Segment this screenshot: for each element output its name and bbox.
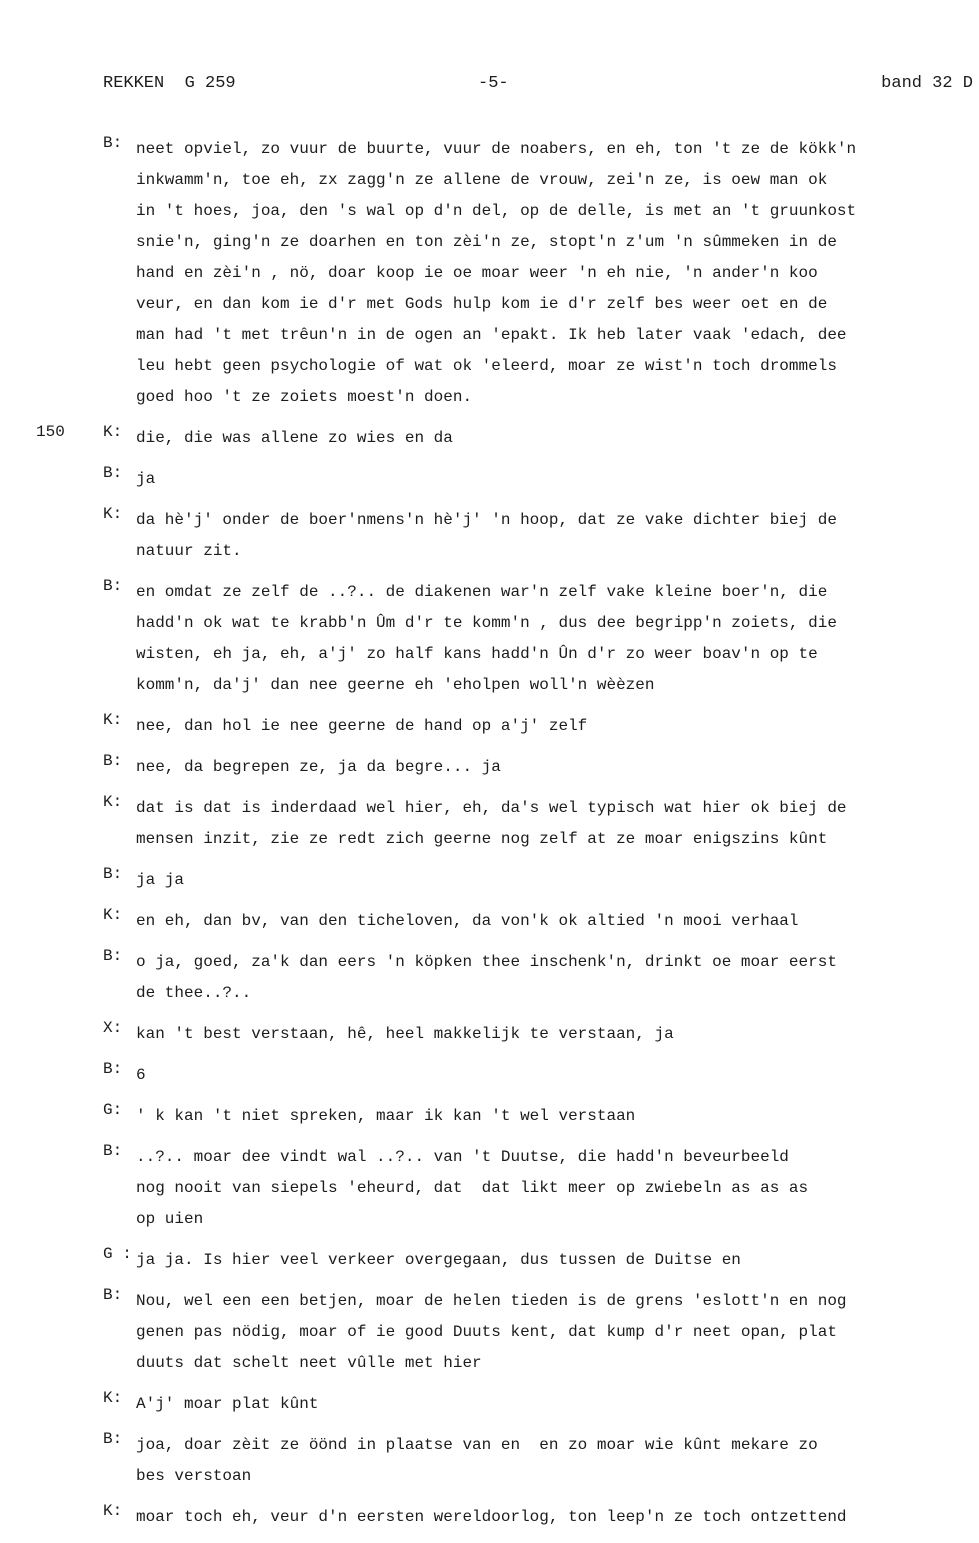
dialogue-turn: [0, 577, 979, 701]
transcript-line: leu hebt geen psychologie of wat ok 'eleerd, moar ze wist'n toch drommels: [136, 357, 837, 375]
speaker-label: B:: [103, 577, 123, 595]
speaker-label: K:: [103, 711, 123, 729]
transcript-line: genen pas nödig, moar of ie good Duuts kent, dat kump d'r neet opan, plat: [136, 1323, 837, 1341]
dialogue-turn: [0, 906, 979, 937]
transcript-line: joa, doar zèit ze öönd in plaatse van en en zo moar wie kûnt mekare zo: [136, 1436, 818, 1454]
transcript-line: o ja, goed, za'k dan eers 'n köpken thee inschenk'n, drinkt oe moar eerst: [136, 953, 837, 971]
dialogue-turn: [0, 1502, 979, 1533]
speaker-label: B:: [103, 1286, 123, 1304]
transcript-line: neet opviel, zo vuur de buurte, vuur de noabers, en eh, ton 't ze de kökk'n: [136, 140, 857, 158]
dialogue-turn: [0, 1142, 979, 1235]
speaker-label: K:: [103, 505, 123, 523]
transcript-line: kan 't best verstaan, hê, heel makkelijk te verstaan, ja: [136, 1025, 674, 1043]
transcript-line: nog nooit van siepels 'eheurd, dat dat likt meer op zwiebeln as as as: [136, 1179, 809, 1197]
transcript-line: nee, dan hol ie nee geerne de hand op a'j' zelf: [136, 717, 588, 735]
transcript-line: hadd'n ok wat te krabb'n Ûm d'r te komm'n , dus dee begripp'n zoiets, die: [136, 614, 837, 632]
dialogue-turn: [0, 1060, 979, 1091]
transcript-line: ja ja: [136, 871, 185, 889]
transcript-line: ' k kan 't niet spreken, maar ik kan 't wel verstaan: [136, 1107, 636, 1125]
speaker-label: B:: [103, 1430, 123, 1448]
header-tape-label: band 32 D: [881, 74, 973, 93]
transcript-line: natuur zit.: [136, 542, 242, 560]
transcript-line: man had 't met trêun'n in de ogen an 'epakt. Ik heb later vaak 'edach, dee: [136, 326, 847, 344]
dialogue-turn: [0, 464, 979, 495]
speaker-label: B:: [103, 464, 123, 482]
dialogue-turn: [0, 1245, 979, 1276]
dialogue-turn: [0, 1286, 979, 1379]
transcript-line: 6: [136, 1066, 146, 1084]
speaker-label: B:: [103, 947, 123, 965]
speaker-label: K:: [103, 423, 123, 441]
speaker-label: B:: [103, 865, 123, 883]
dialogue-turn: [0, 1101, 979, 1132]
speaker-label: G:: [103, 1101, 123, 1119]
transcript-line: A'j' moar plat kûnt: [136, 1395, 319, 1413]
speaker-label: K:: [103, 1389, 123, 1407]
dialogue-turn: [0, 1389, 979, 1420]
dialogue-turn: [0, 711, 979, 742]
transcript-line: op uien: [136, 1210, 204, 1228]
transcript-line: inkwamm'n, toe eh, zx zagg'n ze allene de vrouw, zei'n ze, is oew man ok: [136, 171, 828, 189]
transcript-line: bes verstoan: [136, 1467, 252, 1485]
transcript-line: dat is dat is inderdaad wel hier, eh, da's wel typisch wat hier ok biej de: [136, 799, 847, 817]
transcript-line: komm'n, da'j' dan nee geerne eh 'eholpen woll'n wèèzen: [136, 676, 655, 694]
transcript-line: goed hoo 't ze zoiets moest'n doen.: [136, 388, 473, 406]
dialogue-turn: [0, 1019, 979, 1050]
transcript-line: duuts dat schelt neet vûlle met hier: [136, 1354, 482, 1372]
transcript-line: en eh, dan bv, van den ticheloven, da von'k ok altied 'n mooi verhaal: [136, 912, 799, 930]
speaker-label: B:: [103, 752, 123, 770]
speaker-label: G :: [103, 1245, 132, 1263]
transcript-line: ja ja. Is hier veel verkeer overgegaan, dus tussen de Duitse en: [136, 1251, 741, 1269]
dialogue-turn: [0, 134, 979, 413]
transcript-line: mensen inzit, zie ze redt zich geerne nog zelf at ze moar enigszins kûnt: [136, 830, 828, 848]
speaker-label: K:: [103, 1502, 123, 1520]
transcript-line: snie'n, ging'n ze doarhen en ton zèi'n ze, stopt'n z'um 'n sûmmeken in de: [136, 233, 837, 251]
transcript-line: Nou, wel een een betjen, moar de helen tieden is de grens 'eslott'n en nog: [136, 1292, 847, 1310]
transcript-line: da hè'j' onder de boer'nmens'n hè'j' 'n hoop, dat ze vake dichter biej de: [136, 511, 837, 529]
speaker-label: B:: [103, 134, 123, 152]
speaker-label: K:: [103, 793, 123, 811]
speaker-label: B:: [103, 1142, 123, 1160]
transcript-line: nee, da begrepen ze, ja da begre... ja: [136, 758, 501, 776]
header-reference: REKKEN G 259: [103, 74, 236, 93]
speaker-label: K:: [103, 906, 123, 924]
dialogue-turn: [0, 1430, 979, 1492]
transcript-line: moar toch eh, veur d'n eersten wereldoorlog, ton leep'n ze toch ontzettend: [136, 1508, 847, 1526]
transcript-line: in 't hoes, joa, den 's wal op d'n del, op de delle, is met an 't gruunkost: [136, 202, 857, 220]
dialogue-turn: [0, 423, 979, 454]
transcript-body: [0, 134, 979, 1543]
transcript-line: ..?.. moar dee vindt wal ..?.. van 't Duutse, die hadd'n beveurbeeld: [136, 1148, 789, 1166]
transcript-line: wisten, eh ja, eh, a'j' zo half kans hadd'n Ûn d'r zo weer boav'n op te: [136, 645, 818, 663]
page-number: -5-: [478, 74, 509, 93]
margin-line-number: 150: [36, 423, 65, 441]
speaker-label: B:: [103, 1060, 123, 1078]
dialogue-turn: [0, 752, 979, 783]
dialogue-turn: [0, 865, 979, 896]
dialogue-turn: [0, 947, 979, 1009]
dialogue-turn: [0, 793, 979, 855]
speaker-label: X:: [103, 1019, 123, 1037]
transcript-line: hand en zèi'n , nö, doar koop ie oe moar weer 'n eh nie, 'n ander'n koo: [136, 264, 818, 282]
transcript-line: ja: [136, 470, 156, 488]
transcript-line: de thee..?..: [136, 984, 252, 1002]
dialogue-turn: [0, 505, 979, 567]
transcript-line: die, die was allene zo wies en da: [136, 429, 453, 447]
transcript-line: en omdat ze zelf de ..?.. de diakenen war'n zelf vake kleine boer'n, die: [136, 583, 828, 601]
transcript-line: veur, en dan kom ie d'r met Gods hulp kom ie d'r zelf bes weer oet en de: [136, 295, 828, 313]
